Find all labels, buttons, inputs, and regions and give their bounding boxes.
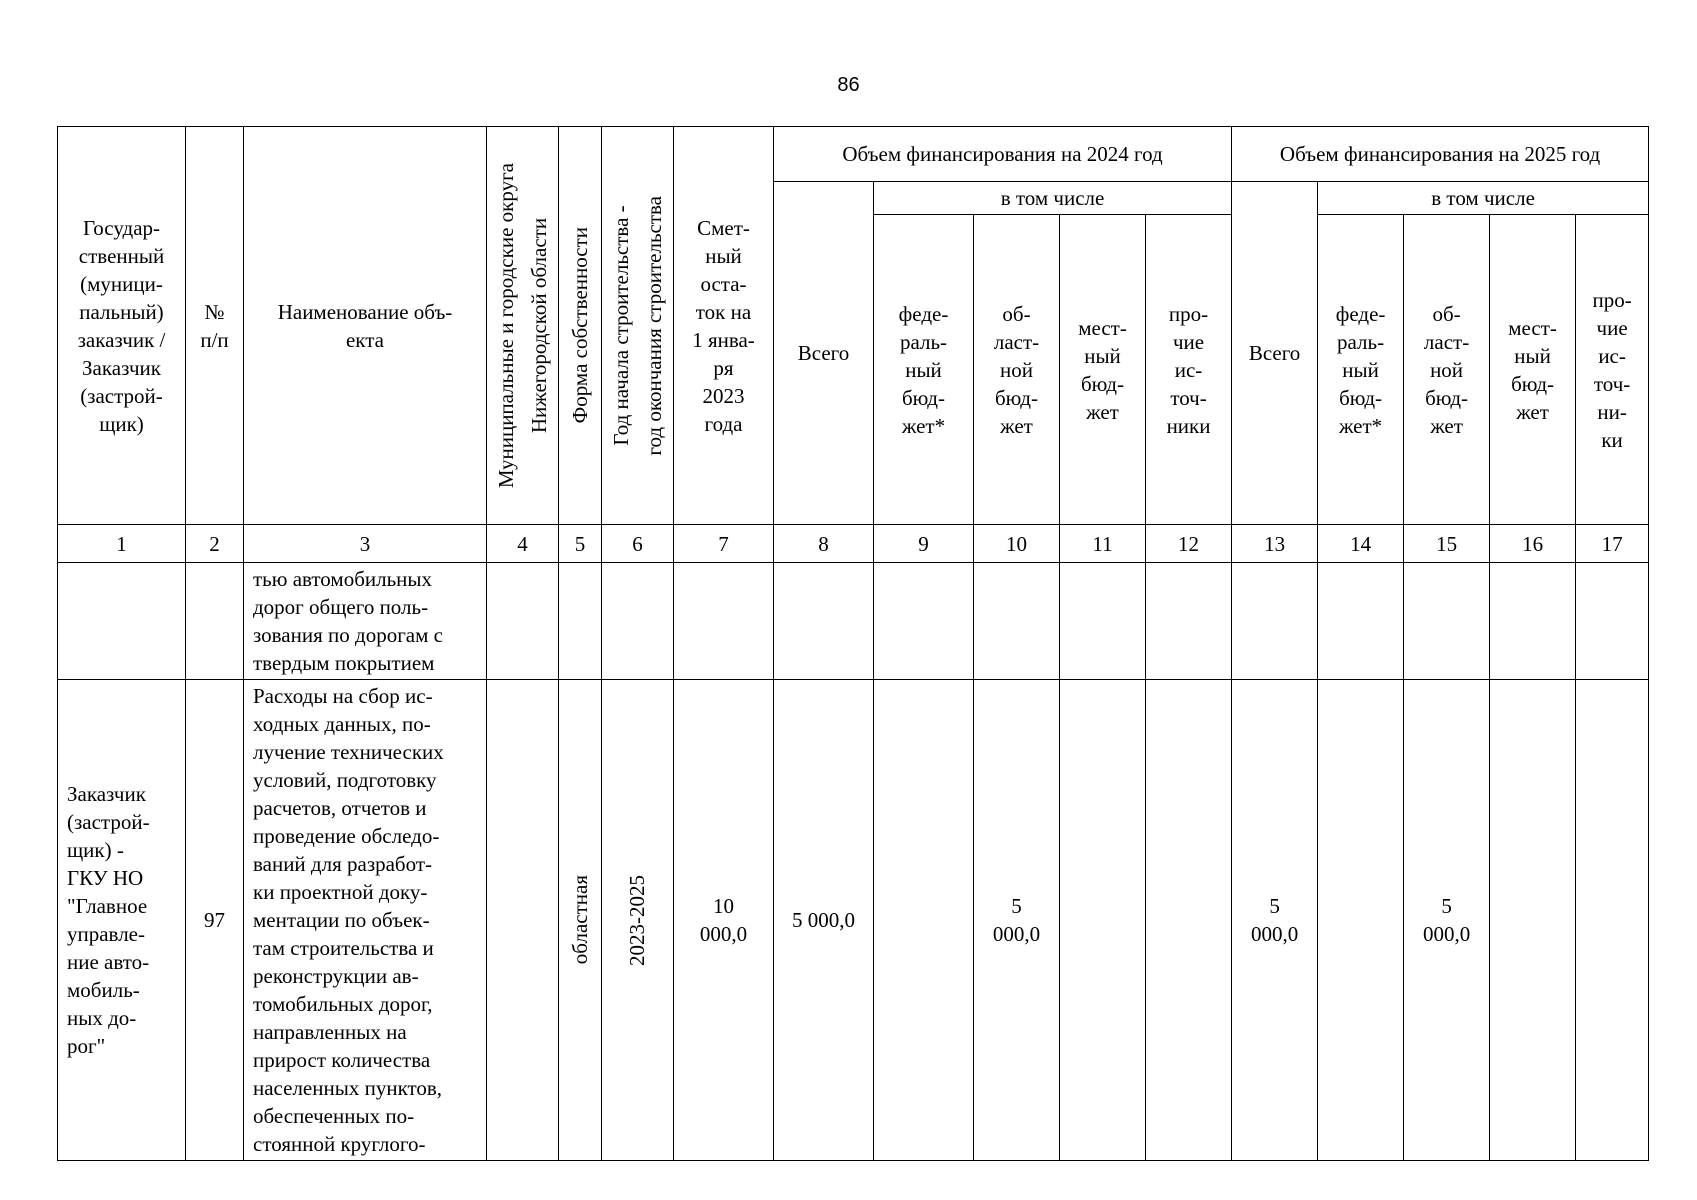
header-regional-2024: об- ласт- ной бюд- жет (974, 215, 1060, 525)
cell-years: 2023-2025 (625, 874, 649, 966)
column-number: 13 (1232, 525, 1318, 563)
header-funding-2024: Объем финансирования на 2024 год (774, 127, 1232, 182)
header-estimated-balance: Смет- ный оста- ток на 1 янва- ря 2023 года (674, 127, 774, 525)
header-ownership: Форма собственности (567, 227, 592, 424)
column-number: 10 (974, 525, 1060, 563)
cell-federal-2024 (874, 563, 974, 680)
header-other-2024: про- чие ис- точ- ники (1146, 215, 1232, 525)
cell-federal-2025 (1318, 680, 1404, 1161)
header-municipal: Муниципальные и городские округа Нижегородской области (493, 162, 551, 489)
header-years: Год начала строительства - год окончания строительства (608, 195, 666, 456)
cell-years (602, 563, 674, 680)
cell-municipal (487, 680, 559, 1161)
column-number: 7 (674, 525, 774, 563)
header-local-2024: мест- ный бюд- жет (1060, 215, 1146, 525)
cell-ownership (559, 563, 602, 680)
cell-total-2025 (1232, 563, 1318, 680)
column-number: 1 (58, 525, 186, 563)
cell-object-name: тью автомобильных дорог общего поль- зования по дорогам с твердым покрытием (244, 563, 487, 680)
column-number: 11 (1060, 525, 1146, 563)
column-number: 4 (487, 525, 559, 563)
header-including-2024: в том числе (874, 182, 1232, 215)
cell-other-2024 (1146, 680, 1232, 1161)
column-number: 8 (774, 525, 874, 563)
column-number: 15 (1404, 525, 1490, 563)
header-including-2025: в том числе (1318, 182, 1649, 215)
column-number: 5 (559, 525, 602, 563)
column-number: 6 (602, 525, 674, 563)
column-number: 16 (1490, 525, 1576, 563)
header-total-2024: Всего (774, 182, 874, 525)
table-row (58, 563, 1649, 680)
cell-total-2024 (774, 563, 874, 680)
page-number: 86 (837, 74, 860, 96)
cell-regional-2024 (974, 563, 1060, 680)
header-number: № п/п (186, 127, 244, 525)
column-number: 14 (1318, 525, 1404, 563)
cell-ownership: областная (567, 875, 592, 965)
cell-local-2024 (1060, 563, 1146, 680)
column-number: 2 (186, 525, 244, 563)
cell-total-2025: 5 000,0 (1232, 680, 1318, 1161)
cell-local-2025 (1490, 680, 1576, 1161)
cell-object-name: Расходы на сбор ис- ходных данных, по- лучение технических условий, подготовку расчетов, отчетов и проведение обследо- ваний для разработ- ки проектной доку- ментации по объек- там строительства и реконструкции ав- томобильных дорог, направленных на прирост количества населенных пунктов, обеспеченных по- стоянной круглого- (244, 680, 487, 1161)
cell-balance: 10 000,0 (674, 680, 774, 1161)
header-total-2025: Всего (1232, 182, 1318, 525)
column-number: 9 (874, 525, 974, 563)
header-local-2025: мест- ный бюд- жет (1490, 215, 1576, 525)
header-federal-2025: феде- раль- ный бюд- жет* (1318, 215, 1404, 525)
header-other-2025: про- чие ис- точ- ни- ки (1576, 215, 1649, 525)
cell-federal-2025 (1318, 563, 1404, 680)
cell-local-2024 (1060, 680, 1146, 1161)
table-row (58, 680, 1649, 1161)
cell-other-2024 (1146, 563, 1232, 680)
cell-number: 97 (186, 680, 244, 1161)
cell-customer: Заказчик (застрой- щик) - ГКУ НО "Главное управле- ние авто- мобиль- ных до- рог" (58, 680, 186, 1161)
cell-regional-2025 (1404, 563, 1490, 680)
header-regional-2025: об- ласт- ной бюд- жет (1404, 215, 1490, 525)
cell-regional-2024: 5 000,0 (974, 680, 1060, 1161)
cell-local-2025 (1490, 563, 1576, 680)
cell-total-2024: 5 000,0 (774, 680, 874, 1161)
cell-balance (674, 563, 774, 680)
header-ownership-cell (559, 127, 602, 525)
column-number: 3 (244, 525, 487, 563)
cell-other-2025 (1576, 680, 1649, 1161)
cell-customer (58, 563, 186, 680)
header-customer: Государ- ственный (муници- пальный) заказчик / Заказчик (застрой- щик) (58, 127, 186, 525)
column-number: 17 (1576, 525, 1649, 563)
header-years-cell (602, 127, 674, 525)
cell-years-cell (602, 680, 674, 1161)
column-number: 12 (1146, 525, 1232, 563)
cell-federal-2024 (874, 680, 974, 1161)
cell-other-2025 (1576, 563, 1649, 680)
header-object-name: Наименование объ- екта (244, 127, 487, 525)
cell-regional-2025: 5 000,0 (1404, 680, 1490, 1161)
column-number-row (58, 525, 1649, 563)
cell-ownership-cell (559, 680, 602, 1161)
financing-table (57, 126, 1649, 1161)
header-municipal-cell (487, 127, 559, 525)
header-federal-2024: феде- раль- ный бюд- жет* (874, 215, 974, 525)
cell-number (186, 563, 244, 680)
header-funding-2025: Объем финансирования на 2025 год (1232, 127, 1649, 182)
cell-municipal (487, 563, 559, 680)
